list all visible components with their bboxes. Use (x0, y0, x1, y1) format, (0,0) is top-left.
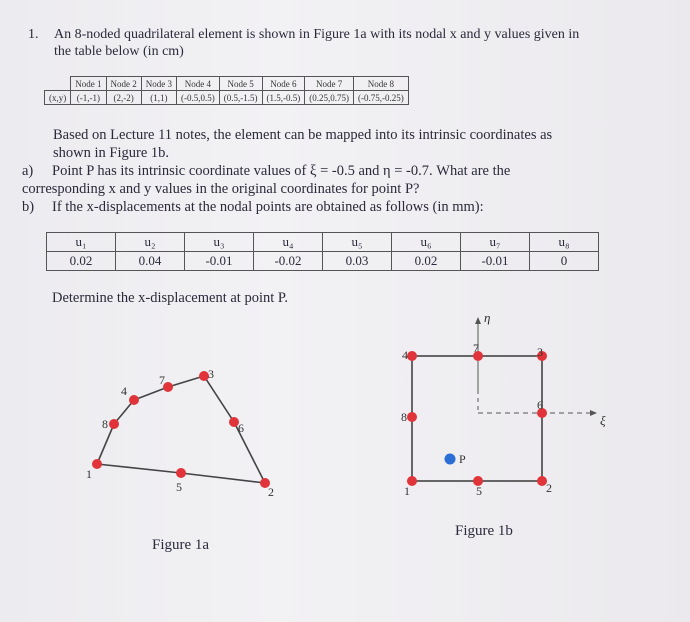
table-cell: (0.5,-1.5) (219, 91, 262, 105)
edge-7-4 (134, 387, 168, 400)
figure-1a-caption: Figure 1a (152, 537, 210, 553)
table-header-cell: Node 3 (141, 77, 176, 91)
table-header-cell: u₄ (254, 233, 323, 252)
table-header-cell: Node 7 (305, 77, 354, 91)
table-header-cell: Node 5 (219, 77, 262, 91)
fig-b-node-label: 3 (537, 345, 543, 359)
table-cell: 0 (530, 252, 599, 271)
fig-a-node-label: 4 (121, 384, 127, 398)
fig-a-node-label: 6 (238, 421, 244, 435)
table-cell: 0.02 (47, 252, 116, 271)
table-header-cell: u₈ (530, 233, 599, 252)
table-cell: (0.25,0.75) (305, 91, 354, 105)
table-header-cell: u₇ (461, 233, 530, 252)
edge-3-7 (168, 376, 204, 387)
edge-5-2 (181, 473, 265, 483)
fig-b-node-label: 4 (402, 348, 408, 362)
table-header-cell: u₅ (323, 233, 392, 252)
question-text: An 8-noded quadrilateral element is shown in Figure 1a with its nodal x and y values given in the table below (in cm) (54, 27, 580, 59)
point-p-marker (445, 454, 456, 465)
fig-a-node-label: 2 (268, 485, 274, 499)
table-cell: (-0.75,-0.25) (354, 91, 409, 105)
point-p-label: P (459, 452, 466, 466)
figure-1b (412, 318, 596, 481)
table-cell: (2,-2) (106, 91, 141, 105)
fig-b-element-outline (412, 356, 542, 481)
fig-b-node-label: 8 (401, 410, 407, 424)
table-cell: -0.02 (254, 252, 323, 271)
table-header-cell: Node 2 (106, 77, 141, 91)
question-number: 1. (28, 27, 39, 42)
table-header-cell: Node 8 (354, 77, 409, 91)
part-b-text: If the x-displacements at the nodal points are obtained as follows (in mm): (52, 199, 484, 215)
table-cell: (1,1) (141, 91, 176, 105)
table-row-label: (x,y) (45, 91, 71, 105)
fig-a-node-label: 3 (208, 367, 214, 381)
node-8-marker (407, 412, 417, 422)
fig-a-node-label: 7 (159, 373, 165, 387)
fig-a-node-label: 1 (86, 467, 92, 481)
fig-b-node-label: 6 (537, 398, 543, 412)
part-a-label: a) (22, 163, 34, 179)
eta-axis-label: η (484, 310, 491, 325)
fig-b-node-label: 7 (473, 341, 479, 355)
table-cell: 0.04 (116, 252, 185, 271)
edge-1-5 (97, 464, 181, 473)
table-header-cell: u₁ (47, 233, 116, 252)
table-cell: 0.03 (323, 252, 392, 271)
edge-6-3 (204, 376, 234, 422)
table-cell: -0.01 (185, 252, 254, 271)
determine-text: Determine the x-displacement at point P. (52, 290, 288, 306)
fig-a-node-label: 8 (102, 417, 108, 431)
table-header-cell: u₂ (116, 233, 185, 252)
node-5-marker (176, 468, 186, 478)
table-header-cell: Node 4 (177, 77, 220, 91)
part-b-label: b) (22, 199, 35, 215)
based-on-text: Based on Lecture 11 notes, the element can be mapped into its intrinsic coordinates as shown in Figure 1b. (53, 127, 553, 161)
table-header-cell: u₃ (185, 233, 254, 252)
fig-b-node-label: 2 (546, 481, 552, 495)
table-cell: (-1,-1) (71, 91, 106, 105)
xi-axis-label: ξ (600, 413, 606, 428)
table-cell: (1.5,-0.5) (262, 91, 305, 105)
node-4-marker (407, 351, 417, 361)
table-cell: -0.01 (461, 252, 530, 271)
part-a-text: Point P has its intrinsic coordinate values of ξ = -0.5 and η = -0.7. What are the corresponding x and y values in the original coordinates for point P? (22, 163, 511, 197)
table-cell: (-0.5,0.5) (177, 91, 220, 105)
figure-1b-caption: Figure 1b (455, 523, 513, 539)
node-4-marker (129, 395, 139, 405)
fig-a-node-label: 5 (176, 480, 182, 494)
table-header-cell: Node 6 (262, 77, 305, 91)
node-8-marker (109, 419, 119, 429)
table-header-cell: Node 1 (71, 77, 106, 91)
node-1-marker (92, 459, 102, 469)
fig-b-node-label: 1 (404, 484, 410, 498)
fig-b-node-label: 5 (476, 484, 482, 498)
table-cell: 0.02 (392, 252, 461, 271)
table-header-cell: u₆ (392, 233, 461, 252)
